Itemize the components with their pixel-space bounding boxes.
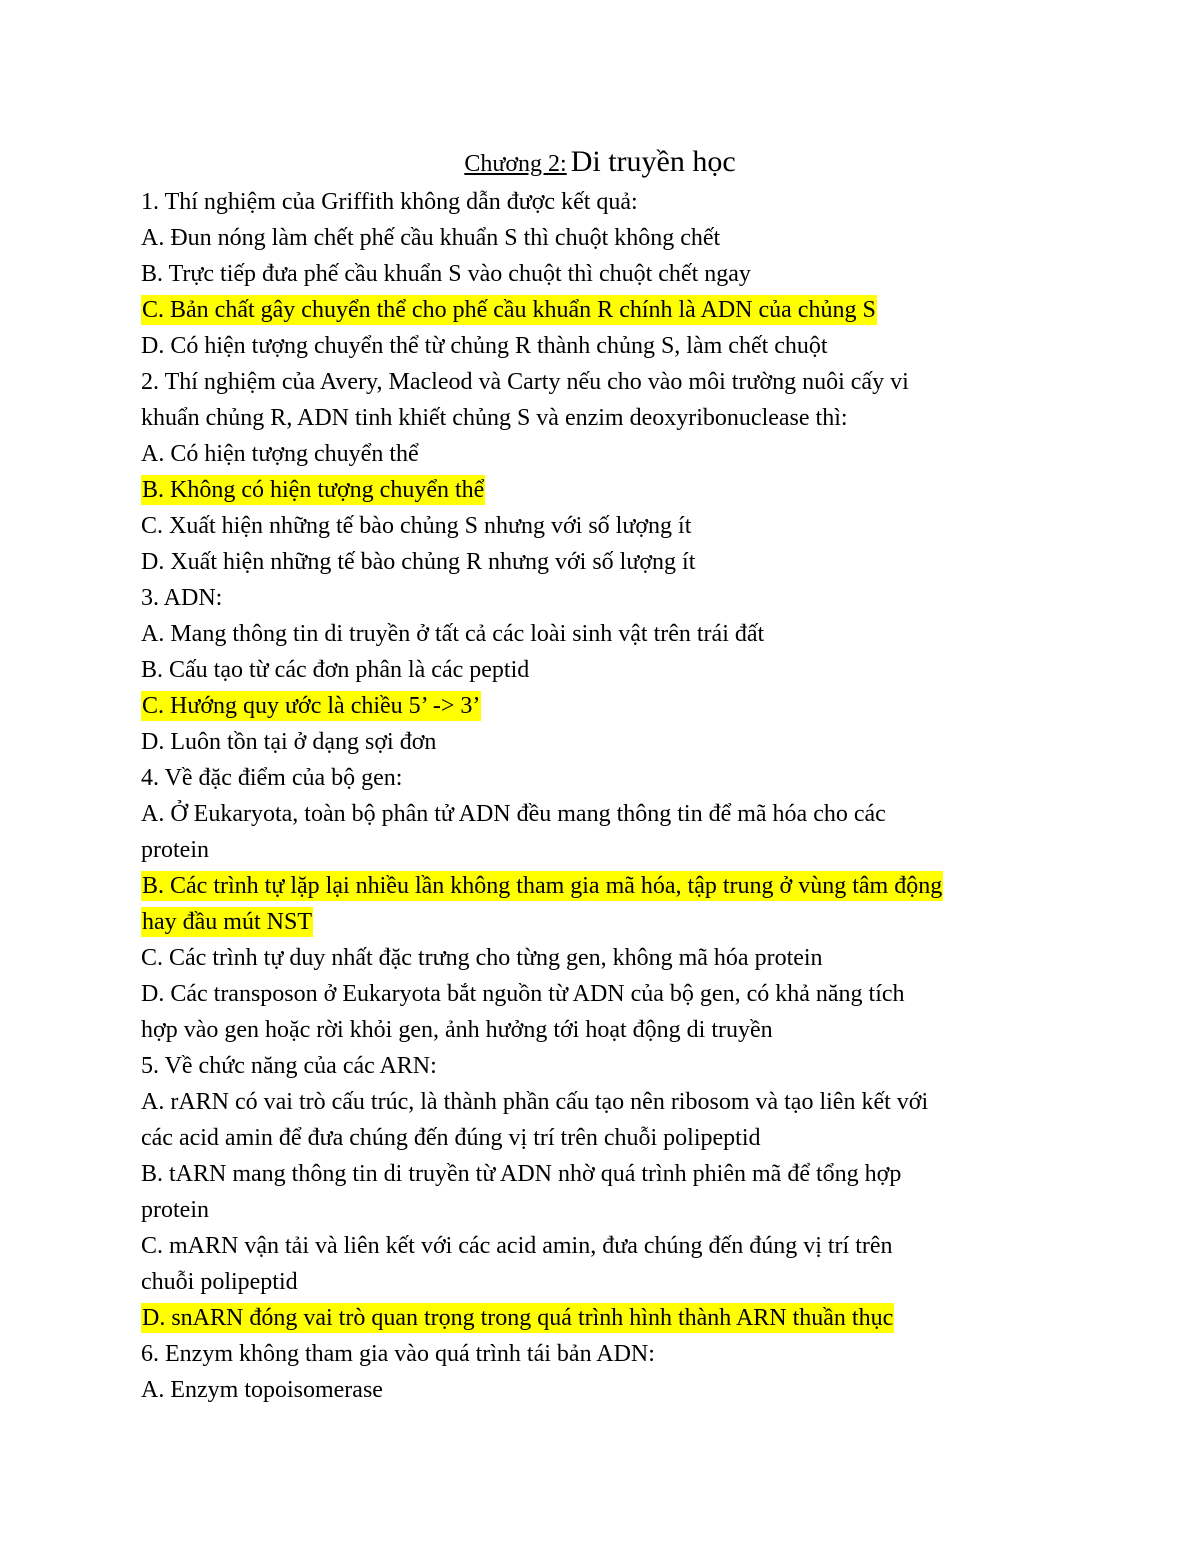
text-line <box>141 616 1071 652</box>
text-line <box>141 580 1071 616</box>
text-line <box>141 832 1071 868</box>
page-title <box>0 140 1200 189</box>
line-text: C. Xuất hiện những tế bào chủng S nhưng với số lượng ít <box>141 513 692 539</box>
line-text: C. mARN vận tải và liên kết với các acid amin, đưa chúng đến đúng vị trí trên <box>141 1233 893 1259</box>
line-text: B. Trực tiếp đưa phế cầu khuẩn S vào chuột thì chuột chết ngay <box>141 261 751 287</box>
line-text: A. Có hiện tượng chuyển thể <box>141 441 419 467</box>
text-line <box>141 1228 1071 1264</box>
text-line <box>141 1048 1071 1084</box>
text-line <box>141 1012 1071 1048</box>
line-text: D. Có hiện tượng chuyển thể từ chủng R thành chủng S, làm chết chuột <box>141 333 828 359</box>
text-line <box>141 652 1071 688</box>
answer-highlight: C. Hướng quy ước là chiều 5’ -> 3’ <box>142 693 481 719</box>
text-line <box>141 1336 1071 1372</box>
document-body <box>141 184 1071 1408</box>
line-text: khuẩn chủng R, ADN tinh khiết chủng S và enzim deoxyribonuclease thì: <box>141 405 848 431</box>
text-line <box>141 400 1071 436</box>
line-text: 5. Về chức năng của các ARN: <box>141 1053 437 1079</box>
line-text: protein <box>141 837 209 863</box>
text-line <box>141 796 1071 832</box>
line-text: B. Cấu tạo từ các đơn phân là các peptid <box>141 657 530 683</box>
text-line <box>141 724 1071 760</box>
line-text: D. Xuất hiện những tế bào chủng R nhưng với số lượng ít <box>141 549 696 575</box>
answer-highlight: B. Không có hiện tượng chuyển thể <box>142 477 485 503</box>
line-text: 3. ADN: <box>141 585 223 611</box>
text-line <box>141 1156 1071 1192</box>
text-line <box>141 1120 1071 1156</box>
line-text: A. Mang thông tin di truyền ở tất cả các loài sinh vật trên trái đất <box>141 621 765 647</box>
line-text: protein <box>141 1197 209 1223</box>
text-line <box>141 184 1071 220</box>
line-text: D. Luôn tồn tại ở dạng sợi đơn <box>141 729 437 755</box>
line-text: A. Enzym topoisomerase <box>141 1377 383 1403</box>
text-line <box>141 364 1071 400</box>
line-text: các acid amin để đưa chúng đến đúng vị trí trên chuỗi polipeptid <box>141 1125 761 1151</box>
text-line <box>141 544 1071 580</box>
text-line <box>141 1084 1071 1120</box>
line-text: 1. Thí nghiệm của Griffith không dẫn được kết quả: <box>141 189 638 215</box>
text-line <box>141 220 1071 256</box>
line-text: A. Đun nóng làm chết phế cầu khuẩn S thì chuột không chết <box>141 225 721 251</box>
text-line <box>141 940 1071 976</box>
highlighted-text-line <box>141 688 1071 724</box>
text-line <box>141 1264 1071 1300</box>
line-text: chuỗi polipeptid <box>141 1269 298 1295</box>
line-text: B. tARN mang thông tin di truyền từ ADN nhờ quá trình phiên mã để tổng hợp <box>141 1161 902 1187</box>
line-text: D. Các transposon ở Eukaryota bắt nguồn từ ADN của bộ gen, có khả năng tích <box>141 981 905 1007</box>
highlighted-text-line <box>141 868 1071 904</box>
line-text: 4. Về đặc điểm của bộ gen: <box>141 765 403 791</box>
highlighted-text-line <box>141 904 1071 940</box>
text-line <box>141 436 1071 472</box>
answer-highlight: B. Các trình tự lặp lại nhiều lần không tham gia mã hóa, tập trung ở vùng tâm động <box>142 873 943 899</box>
line-text: hợp vào gen hoặc rời khỏi gen, ảnh hưởng tới hoạt động di truyền <box>141 1017 773 1043</box>
text-line <box>141 328 1071 364</box>
answer-highlight: C. Bản chất gây chuyển thể cho phế cầu khuẩn R chính là ADN của chủng S <box>142 297 876 323</box>
text-line <box>141 1192 1071 1228</box>
text-line <box>141 508 1071 544</box>
text-line <box>141 256 1071 292</box>
line-text: 6. Enzym không tham gia vào quá trình tái bản ADN: <box>141 1341 655 1367</box>
chapter-subject: Di truyền học <box>570 145 736 178</box>
answer-highlight: D. snARN đóng vai trò quan trọng trong quá trình hình thành ARN thuần thục <box>142 1305 894 1331</box>
highlighted-text-line <box>141 292 1071 328</box>
chapter-label: Chương 2: <box>464 151 567 177</box>
highlighted-text-line <box>141 1300 1071 1336</box>
line-text: 2. Thí nghiệm của Avery, Macleod và Carty nếu cho vào môi trường nuôi cấy vi <box>141 369 909 395</box>
answer-highlight: hay đầu mút NST <box>142 909 312 935</box>
text-line <box>141 1372 1071 1408</box>
highlighted-text-line <box>141 472 1071 508</box>
text-line <box>141 760 1071 796</box>
line-text: C. Các trình tự duy nhất đặc trưng cho từng gen, không mã hóa protein <box>141 945 823 971</box>
text-line <box>141 976 1071 1012</box>
line-text: A. Ở Eukaryota, toàn bộ phân tử ADN đều mang thông tin để mã hóa cho các <box>141 801 886 827</box>
line-text: A. rARN có vai trò cấu trúc, là thành phần cấu tạo nên ribosom và tạo liên kết với <box>141 1089 929 1115</box>
